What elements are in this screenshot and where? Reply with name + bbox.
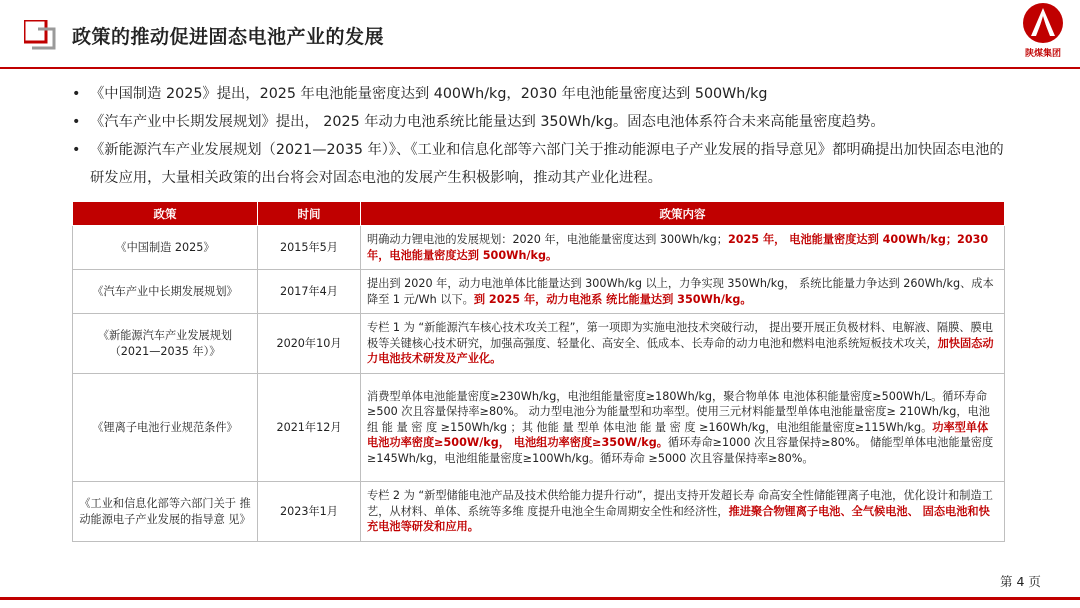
time-cell: 2021年12月 (258, 374, 361, 482)
column-header-content: 政策内容 (361, 202, 1005, 226)
policy-table (72, 201, 1005, 542)
content-highlight: 功率型单体电池功率密度≥500W/kg， 电池组功率密度≥350W/kg。 (367, 420, 989, 450)
content-text: 提出到 2020 年，动力电池单体比能量达到 300Wh/kg 以上，力争实现 350Wh/kg， 系统比能量力争达到 260Wh/kg、成本降至 1 元/Wh 以下。 (367, 277, 994, 306)
policy-cell: 《汽车产业中长期发展规划》 (73, 270, 258, 314)
time-cell: 2017年4月 (258, 270, 361, 314)
content-highlight: 2025 年， 电池能量密度达到 400Wh/kg；2030 年，电池能量密度达到 500Wh/kg。 (367, 233, 989, 262)
content-text: 专栏 1 为 “新能源汽车核心技术攻关工程”，第一项即为实施电池技术突破行动， 提出要开展正负极材料、电解液、隔膜、膜电极等关键核心技术研究，加强高强度、轻量化、高安全、低成本、长寿命的动力电池和燃料电池系统短板技术攻关， (367, 321, 993, 350)
logo-emblem-icon (1022, 2, 1064, 44)
content-highlight: 到 2025 年，动力电池系 统比能量达到 350Wh/kg。 (473, 292, 752, 306)
content-highlight: 推进聚合物锂离子电池、全气候电池、 固态电池和快充电池等研发和应用。 (367, 504, 990, 534)
page-number: 第 4 页 (1000, 574, 1041, 589)
table-header-row (73, 202, 1005, 226)
company-logo (1014, 2, 1072, 64)
page-title: 政策的推动促进固态电池产业的发展 (72, 26, 385, 48)
table-row (73, 482, 1005, 542)
bullet-item: • 《汽车产业中长期发展规划》提出， 2025 年动力电池系统比能量达到 350Wh/kg。固态电池体系符合未来高能量密度趋势。 (72, 108, 1012, 136)
time-cell: 2020年10月 (258, 314, 361, 374)
time-cell: 2015年5月 (258, 226, 361, 270)
bullet-item: • 《中国制造 2025》提出，2025 年电池能量密度达到 400Wh/kg，2030 年电池能量密度达到 500Wh/kg (72, 80, 1012, 108)
title-bracket-icon (24, 20, 58, 50)
table-row (73, 374, 1005, 482)
header-divider (0, 67, 1080, 69)
column-header-time: 时间 (258, 202, 361, 226)
table-row (73, 226, 1005, 270)
policy-cell: 《中国制造 2025》 (73, 226, 258, 270)
content-text: 明确动力锂电池的发展规划：2020 年，电池能量密度达到 300Wh/kg； (367, 233, 728, 246)
content-cell (361, 314, 1005, 374)
bullet-list (72, 80, 1012, 192)
content-text: 消费型单体电池能量密度≥230Wh/kg，电池组能量密度≥180Wh/kg，聚合物单体 电池体积能量密度≥500Wh/L。循环寿命≥500 次且容量保持率≥80%。 动力型电池分为能量型和功率型。使用三元材料能量型单体电池能量密度≥ 210Wh/kg，电池 组 能 量 密 度 ≥150Wh/kg ；其 他能 量 型单 体电池 能 量 密 度 ≥160Wh/kg，电池组能量密度≥115Wh/kg。 (367, 389, 990, 434)
table-row (73, 270, 1005, 314)
content-text: 专栏 2 为 “新型储能电池产品及技术供给能力提升行动”，提出支持开发超长寿 命高安全性储能锂离子电池，优化设计和制造工艺，从材料、单体、系统等多维 度提升电池全生命周期安全性和经济性， (367, 489, 993, 518)
content-cell (361, 270, 1005, 314)
content-text-after: 循环寿命≥1000 次且容量保持≥80%。 储能型单体电池能量密度≥145Wh/kg，电池组能量密度≥100Wh/kg。循环寿命 ≥5000 次且容量保持率≥80%。 (367, 436, 994, 465)
content-cell (361, 374, 1005, 482)
content-cell (361, 226, 1005, 270)
column-header-policy: 政策 (73, 202, 258, 226)
policy-cell: 《新能源汽车产业发展规划（2021—2035 年）》 (73, 314, 258, 374)
policy-cell: 《锂离子电池行业规范条件》 (73, 374, 258, 482)
bullet-item: • 《新能源汽车产业发展规划（2021—2035 年）》、《工业和信息化部等六部门关于推动能源电子产业发展的指导意见》都明确提出加快固态电池的研发应用，大量相关政策的出台将会对固态电池的发展产生积极影响，推动其产业化进程。 (72, 136, 1012, 192)
table-row (73, 314, 1005, 374)
policy-cell: 《工业和信息化部等六部门关于 推动能源电子产业发展的指导意 见》 (73, 482, 258, 542)
time-cell: 2023年1月 (258, 482, 361, 542)
content-cell (361, 482, 1005, 542)
logo-text: 陕煤集团 (1024, 49, 1061, 59)
footer-divider (0, 597, 1080, 600)
content-highlight: 加快固态动力电池技术研发及产业化。 (367, 336, 994, 366)
